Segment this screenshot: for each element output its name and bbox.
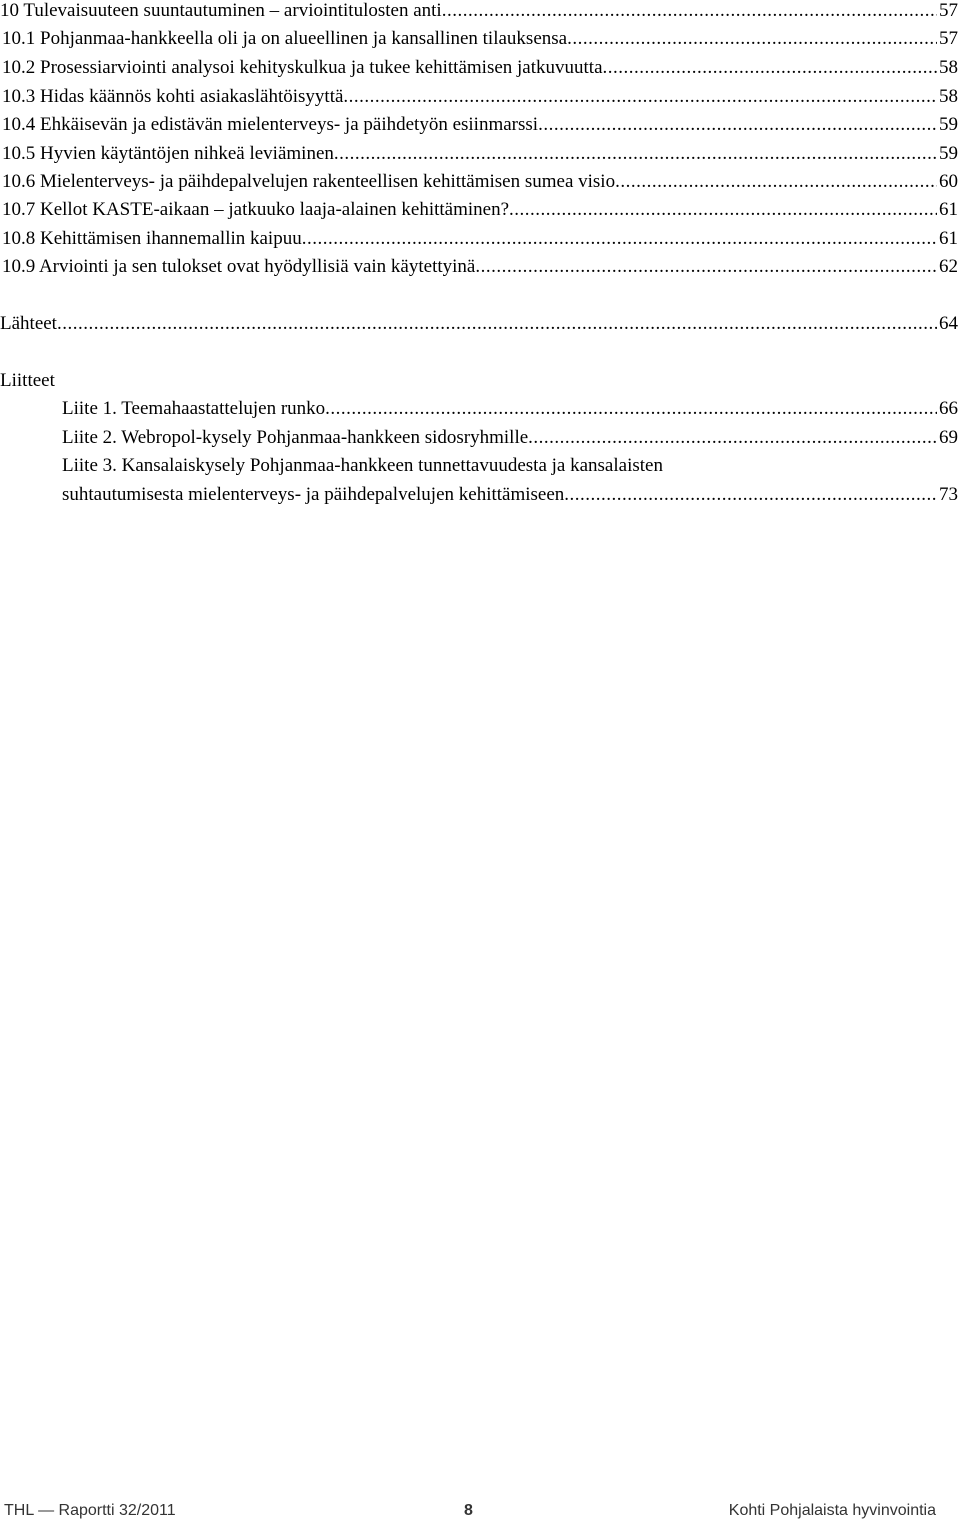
footer-publication-title: Kohti Pohjalaista hyvinvointia bbox=[728, 1502, 936, 1519]
toc-entry-page: 59 bbox=[939, 114, 958, 135]
toc-entry-page: 66 bbox=[939, 398, 958, 419]
dot-leader bbox=[442, 0, 937, 22]
toc-entry-page: 58 bbox=[939, 86, 958, 107]
dot-leader bbox=[564, 484, 937, 506]
dot-leader bbox=[57, 313, 937, 335]
toc-entry-10-2[interactable] bbox=[2, 57, 958, 79]
toc-entry-title: 10.1 Pohjanmaa-hankkeella oli ja on alueellinen ja kansallinen tilauksensa bbox=[2, 28, 568, 49]
toc-entry-title: 10.9 Arviointi ja sen tulokset ovat hyödyllisiä vain käytettyinä bbox=[2, 256, 476, 277]
toc-entry-page: 61 bbox=[939, 228, 958, 249]
toc-entry-title: 10.4 Ehkäisevän ja edistävän mielenterveys- ja päihdetyön esiinmarssi bbox=[2, 114, 539, 135]
dot-leader bbox=[528, 427, 937, 449]
toc-entry-page: 57 bbox=[939, 28, 958, 49]
dot-leader bbox=[334, 143, 937, 165]
toc-entry-appendix-1[interactable] bbox=[62, 398, 958, 420]
toc-entry-page: 57 bbox=[939, 0, 958, 21]
toc-entry-10-9[interactable] bbox=[2, 256, 958, 278]
toc-entry-title: suhtautumisesta mielenterveys- ja päihdepalvelujen kehittämiseen bbox=[62, 484, 565, 505]
toc-entry-page: 64 bbox=[939, 313, 958, 334]
dot-leader bbox=[615, 171, 937, 193]
toc-entry-appendix-3[interactable] bbox=[62, 484, 958, 506]
toc-entry-page: 60 bbox=[939, 171, 958, 192]
dot-leader bbox=[538, 114, 937, 136]
toc-entry-title: Lähteet bbox=[0, 313, 57, 334]
toc-entry-10-6[interactable] bbox=[2, 171, 958, 193]
toc-entry-10-8[interactable] bbox=[2, 228, 958, 250]
toc-entry-10[interactable] bbox=[0, 0, 958, 22]
toc-entry-page: 59 bbox=[939, 143, 958, 164]
toc-entry-title: 10.6 Mielenterveys- ja päihdepalvelujen rakenteellisen kehittämisen sumea visio bbox=[2, 171, 616, 192]
toc-entry-10-7[interactable] bbox=[2, 199, 958, 221]
toc-entry-page: 62 bbox=[939, 256, 958, 277]
toc-entry-title: 10.7 Kellot KASTE-aikaan – jatkuuko laaja-alainen kehittäminen? bbox=[2, 199, 510, 220]
toc-entry-references[interactable] bbox=[0, 313, 958, 335]
toc-entry-10-1[interactable] bbox=[2, 28, 958, 50]
toc-entry-title: Liite 1. Teemahaastattelujen runko bbox=[62, 398, 326, 419]
toc-entry-page: 58 bbox=[939, 57, 958, 78]
toc-entry-title: Liite 2. Webropol-kysely Pohjanmaa-hankkeen sidosryhmille bbox=[62, 427, 529, 448]
dot-leader bbox=[509, 199, 937, 221]
appendices-heading: Liitteet bbox=[0, 370, 55, 391]
toc-entry-title: 10 Tulevaisuuteen suuntautuminen – arviointitulosten anti bbox=[0, 0, 442, 21]
dot-leader bbox=[325, 398, 937, 420]
dot-leader bbox=[567, 28, 937, 50]
dot-leader bbox=[343, 86, 937, 108]
toc-entry-title: 10.8 Kehittämisen ihannemallin kaipuu bbox=[2, 228, 302, 249]
toc-entry-title: 10.3 Hidas käännös kohti asiakaslähtöisyyttä bbox=[2, 86, 344, 107]
page-footer bbox=[0, 1500, 960, 1524]
toc-entry-title: 10.2 Prosessiarviointi analysoi kehityskulkua ja tukee kehittämisen jatkuvuutta bbox=[2, 57, 603, 78]
toc-entry-page: 73 bbox=[939, 484, 958, 505]
toc-entry-10-5[interactable] bbox=[2, 143, 958, 165]
toc-entry-page: 61 bbox=[939, 199, 958, 220]
toc-entry-appendix-2[interactable] bbox=[62, 427, 958, 449]
toc-entry-10-4[interactable] bbox=[2, 114, 958, 136]
dot-leader bbox=[475, 256, 937, 278]
footer-publisher: THL — Raportti 32/2011 bbox=[4, 1502, 176, 1519]
toc-entry-appendix-3-line1[interactable]: Liite 3. Kansalaiskysely Pohjanmaa-hankkeen tunnettavuudesta ja kansalaisten bbox=[62, 455, 663, 476]
toc-entry-title: 10.5 Hyvien käytäntöjen nihkeä leviäminen bbox=[2, 143, 334, 164]
dot-leader bbox=[302, 228, 937, 250]
toc-entry-10-3[interactable] bbox=[2, 86, 958, 108]
dot-leader bbox=[603, 57, 937, 79]
footer-page-number: 8 bbox=[464, 1502, 473, 1519]
toc-entry-page: 69 bbox=[939, 427, 958, 448]
